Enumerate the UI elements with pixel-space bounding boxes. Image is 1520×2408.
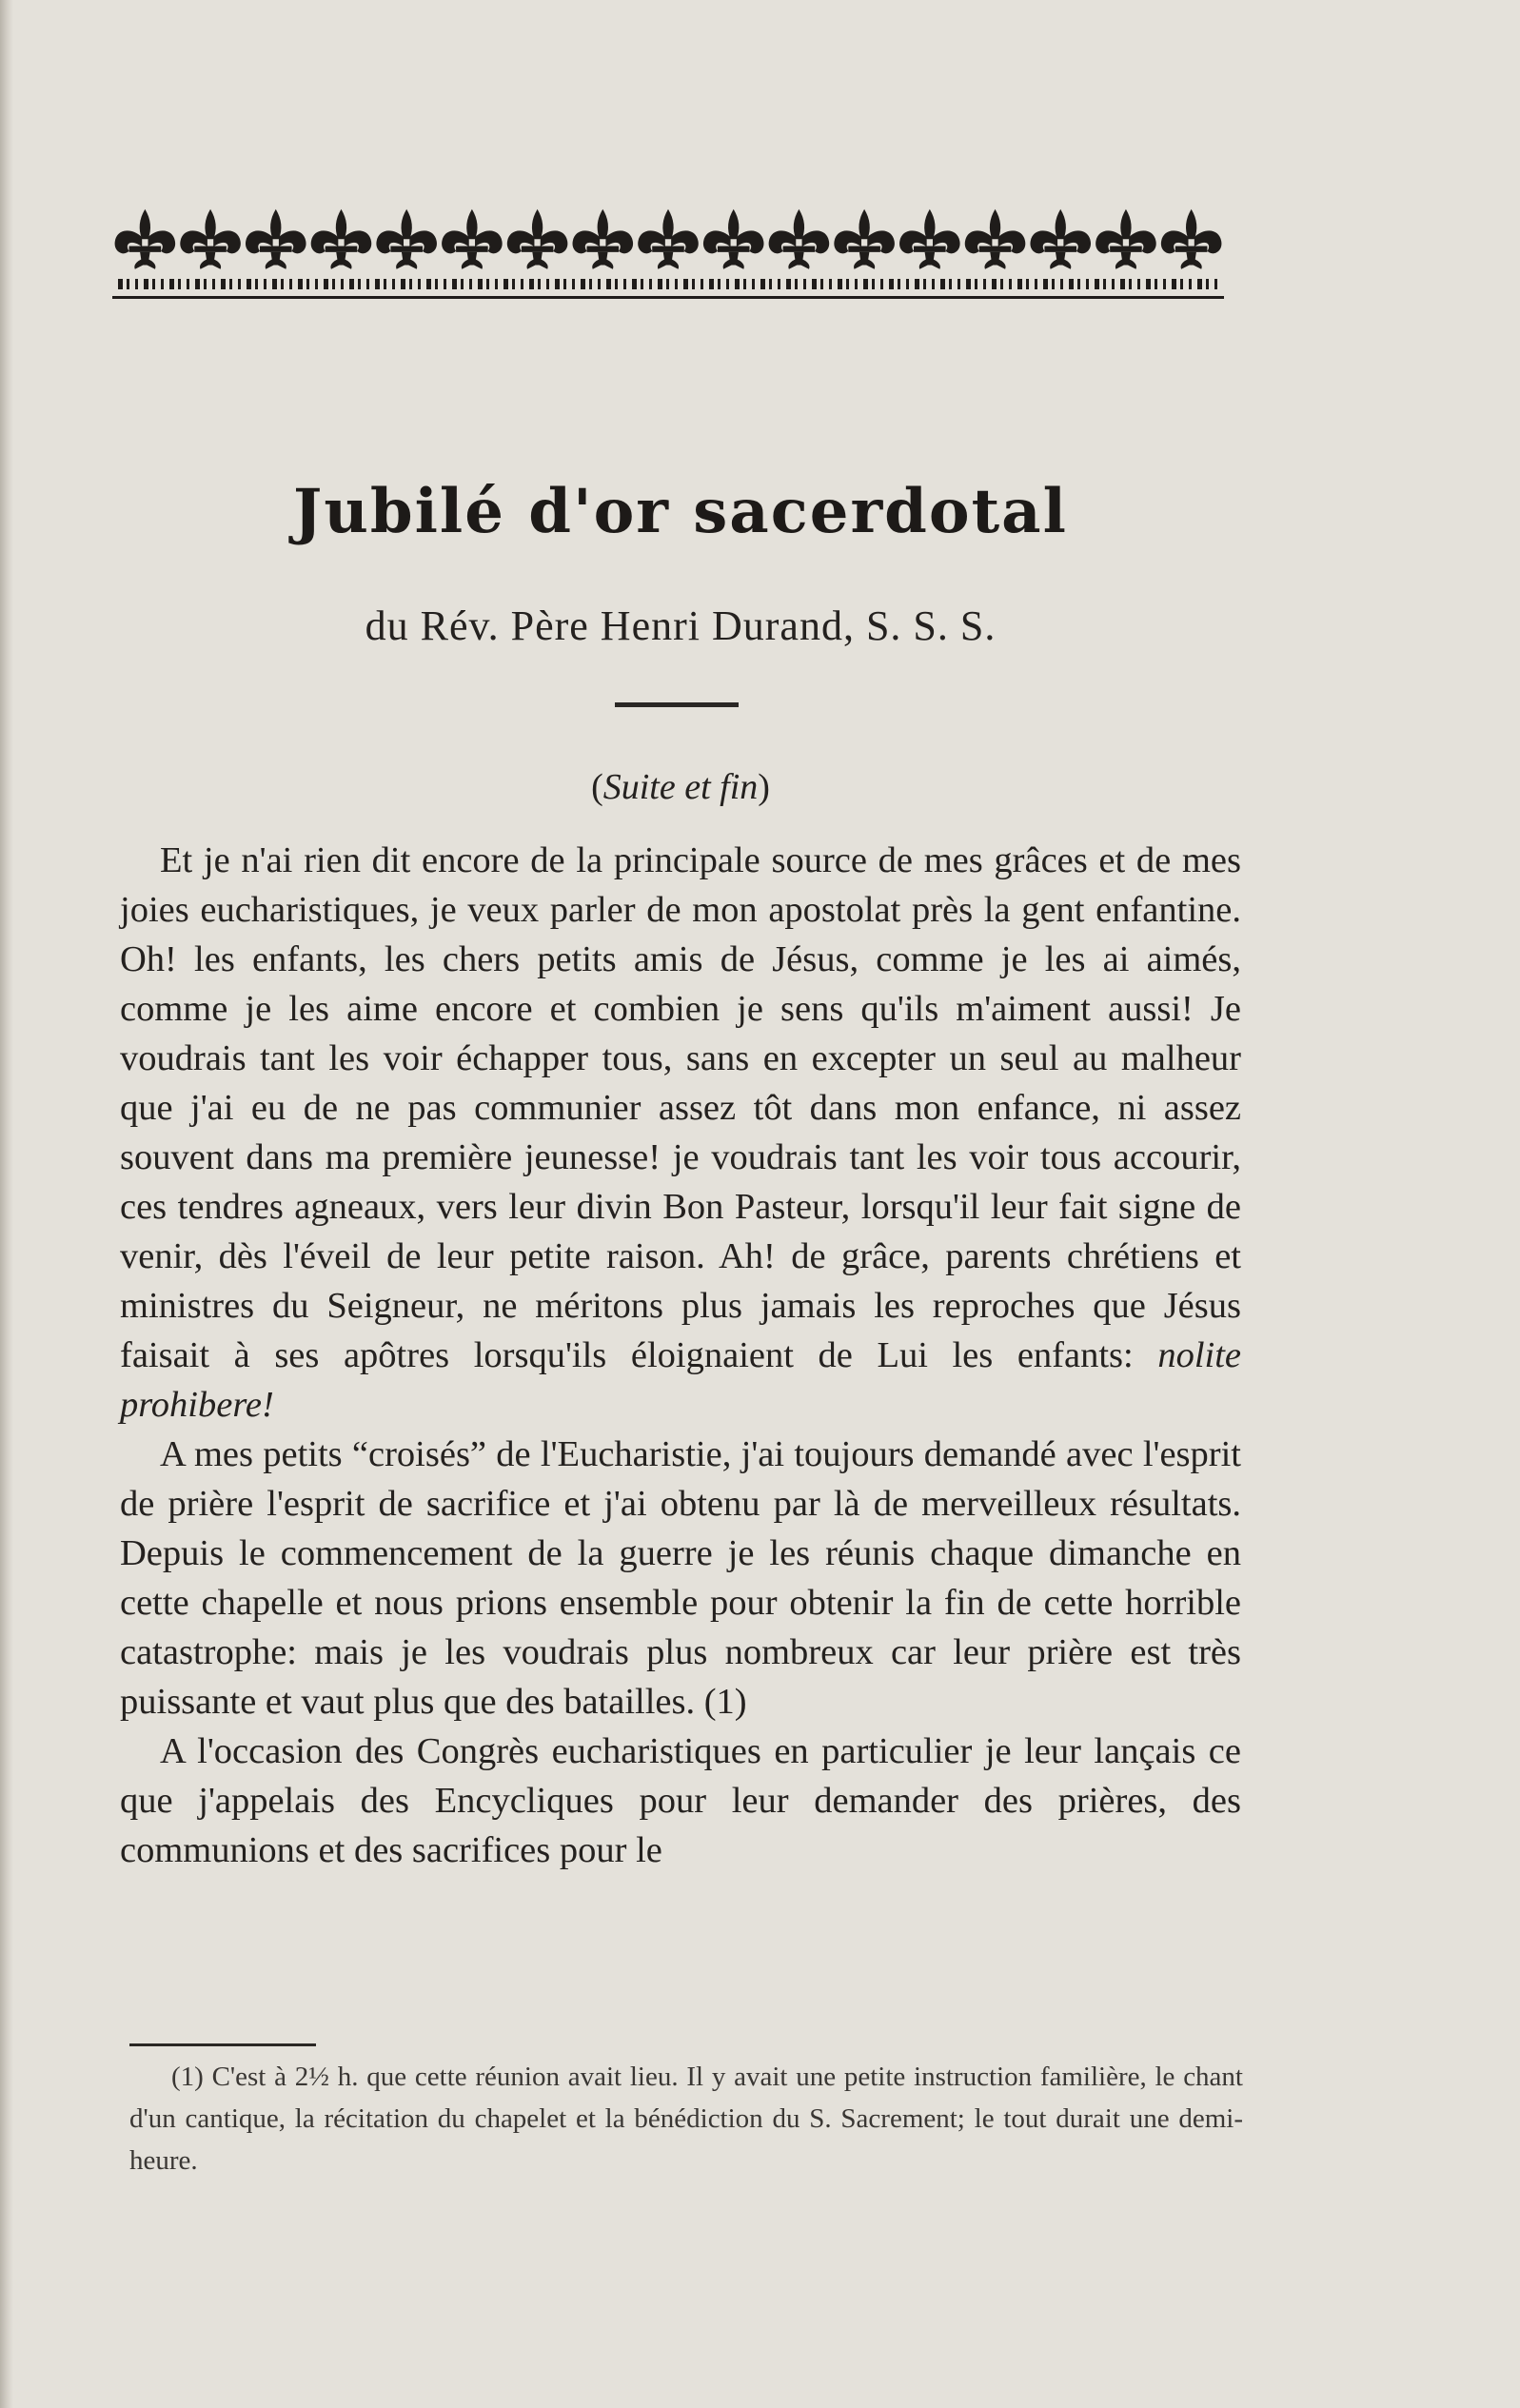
border-dash [1103,279,1106,289]
border-dash [144,279,148,289]
border-dash [752,279,755,289]
border-dash [375,279,380,289]
fleur-de-lis-icon [965,209,1026,269]
border-dash [709,279,714,289]
border-dash [983,279,986,289]
border-dash [401,279,405,289]
title-divider [615,702,739,707]
border-dash [538,279,541,289]
border-dash [418,279,421,289]
border-dash [966,279,971,289]
border-dash [229,279,232,289]
border-dash [392,279,395,289]
border-dash [1189,279,1192,289]
border-dash [118,279,123,289]
border-dash [589,279,592,289]
border-dash [632,279,637,289]
border-dash [1214,279,1217,289]
border-dash [786,279,791,289]
border-dash [855,279,858,289]
border-dash [820,279,823,289]
border-dash [889,279,894,289]
border-dash [221,279,226,289]
border-dash [1163,279,1166,289]
border-dash [486,279,489,289]
article-body [120,836,1241,1875]
border-dash [615,279,618,289]
border-dash [1137,279,1140,289]
fleur-de-lis-icon [376,209,437,269]
border-dash [769,279,772,289]
border-dash [366,279,369,289]
fleur-de-lis-icon [834,209,895,269]
border-dash [1095,279,1099,289]
border-dash [1172,279,1176,289]
border-dash [623,279,626,289]
fleur-de-lis-icon [899,209,960,269]
border-dash [760,279,765,289]
border-dash [778,279,780,289]
border-dash [606,279,611,289]
border-dash [975,279,977,289]
border-dash [718,279,721,289]
fleur-de-lis-icon [703,209,764,269]
fleur-de-lis-icon [442,209,503,269]
border-dash [555,279,560,289]
border-dash [1077,279,1080,289]
border-dash [478,279,483,289]
border-dash [264,279,266,289]
paragraph-2-text: A mes petits “croisés” de l'Eucharistie, j'ai toujours demandé avec l'esprit de prière l'esprit de sacrifice et j'ai obtenu par là de merveilleux résultats. Depuis le commencement de la guerre je les réunis chaque dimanche en cette chapelle et nous prions ensemble pour obtenir la fin de cette horrible catastrophe: mais je les voudrais plus nombreux car leur prière est très puissante et vaut plus que des batailles. (1) [120,1434,1241,1722]
border-dash [1146,279,1151,289]
fleur-de-lis-icon [638,209,699,269]
border-dash [247,279,251,289]
page-edge [0,0,13,2408]
border-dash [272,279,277,289]
border-dash [289,279,292,289]
border-dash [349,279,354,289]
border-dash [426,279,431,289]
border-dash [187,279,189,289]
article-subtitle: du Rév. Père Henri Durand, S. S. S. [365,602,997,649]
border-dash [949,279,952,289]
border-dash [152,279,155,289]
border-dash [581,279,585,289]
border-dash [178,279,181,289]
border-dash [546,279,549,289]
border-dash [915,279,919,289]
border-dash [838,279,842,289]
border-dash [863,279,868,289]
border-dash [1206,279,1209,289]
border-dash [1052,279,1055,289]
border-dash [384,279,386,289]
border-dash [255,279,258,289]
border-dash [572,279,575,289]
border-dash [1120,279,1125,289]
border-dash [1112,279,1115,289]
border-dash [829,279,832,289]
continuation-note: (Suite et fin) [591,767,770,807]
border-dash [872,279,875,289]
paragraph-2 [120,1430,1241,1727]
border-dash [1000,279,1003,289]
border-dash [195,279,200,289]
border-dash [409,279,412,289]
border-dash [495,279,498,289]
border-dash [726,279,729,289]
border-dash [169,279,174,289]
border-dash [743,279,746,289]
border-dash [212,279,215,289]
fleur-de-lis-icon [246,209,306,269]
border-dash [1035,279,1037,289]
border-dash [812,279,817,289]
border-dash [435,279,438,289]
border-dash [923,279,926,289]
border-dash [598,279,601,289]
border-dash [563,279,566,289]
border-dash [1043,279,1048,289]
border-dash [957,279,960,289]
border-dash [315,279,318,289]
border-dash [932,279,935,289]
border-dash [127,279,129,289]
fleur-de-lis-row [115,209,1222,269]
border-dash [358,279,361,289]
paragraph-3-text: A l'occasion des Congrès eucharistiques en particulier je leur lançais ce que j'appelais des Encycliques pour leur demander des prières, des communions et des sacrifices pour le [120,1731,1241,1870]
footnote [129,2056,1243,2181]
border-dash [324,279,328,289]
border-dash [1197,279,1202,289]
dash-border-row [118,279,1217,289]
border-dash [803,279,806,289]
border-dash [846,279,849,289]
ornament-base-line [112,296,1224,299]
border-dash [880,279,883,289]
continuation-text: Suite et fin [602,767,759,807]
border-dash [1060,279,1063,289]
border-dash [512,279,515,289]
border-dash [641,279,643,289]
border-dash [135,279,138,289]
border-dash [1129,279,1132,289]
border-dash [649,279,652,289]
fleur-de-lis-icon [1030,209,1091,269]
border-dash [1180,279,1183,289]
footnote-text: (1) C'est à 2½ h. que cette réunion avait lieu. Il y avait une petite instruction familière, le chant d'un cantique, la récitation du chapelet et la bénédiction du S. Sacrement; le tout durait une demi-heure. [129,2062,1243,2176]
border-dash [161,279,164,289]
border-dash [735,279,740,289]
border-dash [666,279,669,289]
latin-quote: nolite prohibere! [120,1335,1241,1425]
fleur-de-lis-border [112,195,1224,309]
fleur-de-lis-icon [507,209,568,269]
border-dash [306,279,309,289]
border-dash [461,279,464,289]
fleur-de-lis-icon [311,209,372,269]
border-dash [204,279,207,289]
border-dash [898,279,900,289]
paragraph-1 [120,836,1241,1430]
paragraph-1-text: Et je n'ai rien dit encore de la principale source de mes grâces et de mes joies eucharistiques, je veux parler de mon apostolat près la gent enfantine. Oh! les enfants, les chers petits amis de Jésus, comme je les ai aimés, comme je les aime encore et combien je sens qu'ils m'aiment aussi! Je voudrais tant les voir échapper tous, sans en excepter un seul au malheur que j'ai eu de ne pas communier assez tôt dans mon enfance, ni assez souvent dans ma première jeunesse! je voudrais tant les voir tous accourir, ces tendres agneaux, vers leur divin Bon Pasteur, lorsqu'il leur fait signe de venir, dès l'éveil de leur petite raison. Ah! de grâce, parents chrétiens et ministres du Seigneur, ne méritons plus jamais les reproches que Jésus faisait à ses apôtres lorsqu'ils éloignaient de Lui les enfants: [120,840,1241,1375]
fleur-de-lis-icon [180,209,241,269]
border-dash [675,279,678,289]
fleur-de-lis-icon [1096,209,1156,269]
border-dash [298,279,303,289]
border-dash [503,279,508,289]
border-dash [701,279,703,289]
border-dash [1026,279,1029,289]
border-dash [1069,279,1074,289]
border-dash [521,279,523,289]
article-title: Jubilé d'or sacerdotal [293,476,1068,547]
border-dash [1155,279,1157,289]
border-dash [692,279,695,289]
border-dash [1086,279,1089,289]
border-dash [529,279,534,289]
fleur-de-lis-icon [573,209,634,269]
border-dash [940,279,945,289]
border-dash [992,279,997,289]
border-dash [238,279,241,289]
footnote-divider [129,2043,316,2046]
border-dash [683,279,688,289]
border-dash [332,279,335,289]
fleur-de-lis-icon [769,209,830,269]
fleur-de-lis-icon [1161,209,1222,269]
fleur-de-lis-icon [115,209,176,269]
border-dash [469,279,472,289]
border-dash [658,279,662,289]
border-dash [281,279,284,289]
border-dash [1017,279,1022,289]
border-dash [1009,279,1012,289]
border-dash [906,279,909,289]
border-dash [444,279,446,289]
border-dash [795,279,798,289]
border-dash [341,279,344,289]
paragraph-3 [120,1727,1241,1875]
border-dash [452,279,457,289]
